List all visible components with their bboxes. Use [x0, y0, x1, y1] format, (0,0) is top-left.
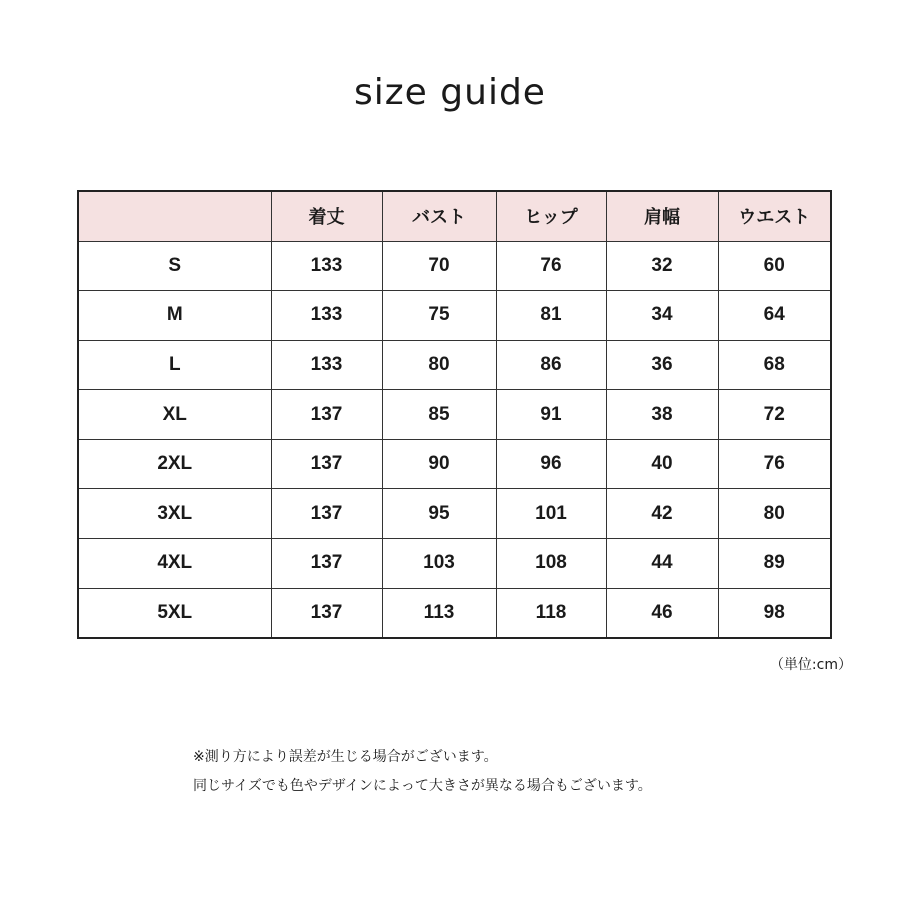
cell-size: 4XL	[78, 539, 271, 589]
header-cell-shoulder: 肩幅	[606, 191, 718, 241]
cell-bust: 95	[382, 489, 496, 539]
cell-waist: 89	[718, 539, 831, 589]
notes	[193, 743, 652, 801]
cell-length: 137	[271, 390, 382, 440]
cell-shoulder: 38	[606, 390, 718, 440]
cell-size: M	[78, 291, 271, 341]
table-row	[78, 539, 831, 589]
cell-waist: 98	[718, 588, 831, 638]
cell-shoulder: 42	[606, 489, 718, 539]
cell-waist: 72	[718, 390, 831, 440]
cell-length: 137	[271, 588, 382, 638]
note-line: 同じサイズでも色やデザインによって大きさが異なる場合もございます。	[193, 778, 652, 794]
cell-waist: 60	[718, 241, 831, 291]
header-cell-size	[78, 191, 271, 241]
cell-hip: 76	[496, 241, 606, 291]
cell-size: 3XL	[78, 489, 271, 539]
cell-length: 133	[271, 291, 382, 341]
cell-waist: 76	[718, 439, 831, 489]
table-row	[78, 390, 831, 440]
cell-bust: 103	[382, 539, 496, 589]
table-row	[78, 291, 831, 341]
cell-size: XL	[78, 390, 271, 440]
cell-length: 133	[271, 241, 382, 291]
cell-shoulder: 40	[606, 439, 718, 489]
cell-waist: 80	[718, 489, 831, 539]
table-row	[78, 588, 831, 638]
cell-size: L	[78, 340, 271, 390]
cell-length: 137	[271, 539, 382, 589]
cell-size: S	[78, 241, 271, 291]
header-cell-bust: バスト	[382, 191, 496, 241]
cell-shoulder: 34	[606, 291, 718, 341]
header-cell-waist: ウエスト	[718, 191, 831, 241]
size-table	[77, 190, 832, 639]
cell-hip: 118	[496, 588, 606, 638]
cell-shoulder: 36	[606, 340, 718, 390]
cell-hip: 91	[496, 390, 606, 440]
table-header-row	[78, 191, 831, 241]
table-row	[78, 340, 831, 390]
cell-hip: 101	[496, 489, 606, 539]
cell-length: 137	[271, 489, 382, 539]
cell-bust: 70	[382, 241, 496, 291]
table-row	[78, 489, 831, 539]
cell-hip: 86	[496, 340, 606, 390]
cell-hip: 81	[496, 291, 606, 341]
cell-bust: 75	[382, 291, 496, 341]
cell-size: 2XL	[78, 439, 271, 489]
cell-length: 133	[271, 340, 382, 390]
note-line: ※測り方により誤差が生じる場合がございます。	[193, 749, 498, 765]
cell-bust: 90	[382, 439, 496, 489]
table-row	[78, 241, 831, 291]
cell-shoulder: 44	[606, 539, 718, 589]
cell-size: 5XL	[78, 588, 271, 638]
cell-bust: 85	[382, 390, 496, 440]
cell-hip: 108	[496, 539, 606, 589]
cell-shoulder: 32	[606, 241, 718, 291]
cell-bust: 113	[382, 588, 496, 638]
page-title: size guide	[354, 72, 546, 113]
unit-note: （単位:cm）	[769, 657, 852, 673]
cell-hip: 96	[496, 439, 606, 489]
header-cell-length: 着丈	[271, 191, 382, 241]
cell-shoulder: 46	[606, 588, 718, 638]
table-row	[78, 439, 831, 489]
cell-waist: 68	[718, 340, 831, 390]
header-cell-hip: ヒップ	[496, 191, 606, 241]
cell-bust: 80	[382, 340, 496, 390]
cell-length: 137	[271, 439, 382, 489]
cell-waist: 64	[718, 291, 831, 341]
